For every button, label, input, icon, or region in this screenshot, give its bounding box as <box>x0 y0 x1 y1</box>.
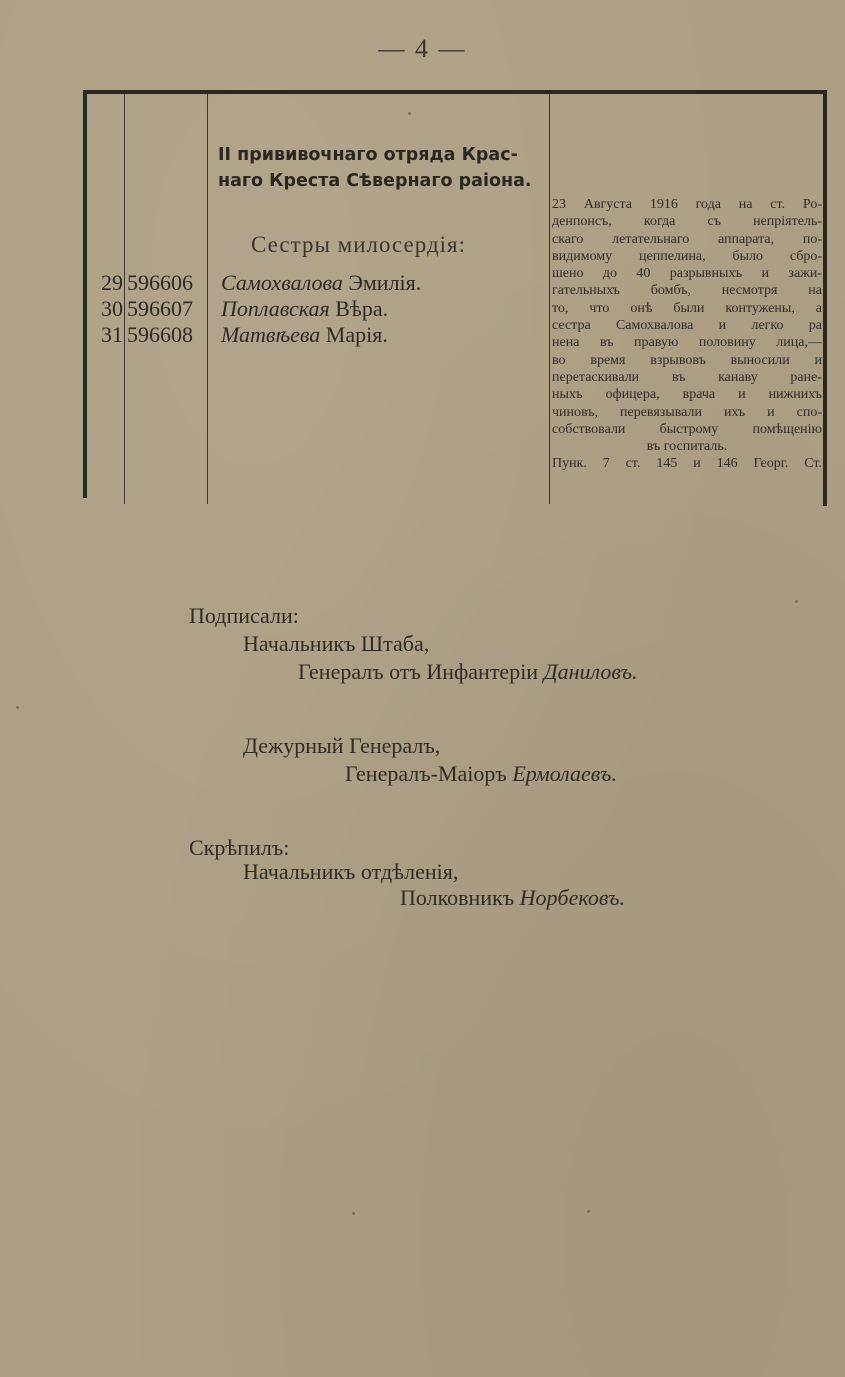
paper-speck <box>16 706 19 709</box>
row-given-name: Вѣра. <box>335 296 389 321</box>
table-right-border <box>823 94 827 506</box>
description-line: то, что онѣ были контужены, а <box>552 300 822 316</box>
description-line: сестра Самохвалова и легко ра <box>552 318 822 334</box>
table-row <box>83 270 549 296</box>
description-line: во время взрывовъ выносили и <box>552 352 822 368</box>
dept-head-name: Норбековъ. <box>519 885 626 910</box>
row-id: 596606 <box>127 270 193 295</box>
dept-head-rank: Полковникъ <box>400 885 515 910</box>
paper-speck <box>795 600 798 603</box>
unit-heading-line-1: II прививочнаго отряда Крас- <box>218 145 518 165</box>
dept-head-signature <box>400 884 625 912</box>
duty-general-rank: Генералъ-Маіоръ <box>345 761 507 786</box>
table-top-border <box>83 90 827 94</box>
award-table <box>83 90 827 504</box>
row-name <box>221 296 551 322</box>
chief-of-staff-rank: Генералъ отъ Инфантеріи <box>298 659 539 684</box>
description-citation: Пунк. 7 ст. 145 и 146 Георг. Ст. <box>552 456 822 472</box>
unit-heading <box>218 142 548 194</box>
description-line: денпонсъ, когда съ непріятель- <box>552 214 822 230</box>
chief-of-staff-signature <box>298 658 638 686</box>
row-name <box>221 322 551 348</box>
row-number: 31 <box>101 322 123 347</box>
paper-speck <box>587 1210 590 1213</box>
description-line: шено до 40 разрывныхъ и зажи- <box>552 266 822 282</box>
dept-head-title: Начальникъ отдѣленія, <box>243 859 459 884</box>
description-line: нена въ правую половину лица,— <box>552 335 822 351</box>
unit-heading-line-2: наго Креста Сѣвернаго раіона. <box>218 171 532 191</box>
description-line: гательныхъ бомбъ, несмотря на <box>552 283 822 299</box>
row-name <box>221 270 551 296</box>
description-line: собствовали быстрому помѣщенію <box>552 421 822 437</box>
paper-speck <box>408 112 411 115</box>
duty-general-name: Ермолаевъ. <box>512 761 617 786</box>
row-surname: Матвѣева <box>221 322 321 347</box>
duty-general-signature <box>345 760 617 788</box>
row-id: 596608 <box>127 322 193 347</box>
description-line: скаго летательнаго аппарата, по- <box>552 231 822 247</box>
chief-of-staff-name: Даниловъ. <box>543 659 638 684</box>
countersigned-label: Скрѣпилъ: <box>189 835 290 860</box>
description-line: въ госпиталь. <box>646 439 728 455</box>
signed-label: Подписали: <box>189 603 299 628</box>
description-line: ныхъ офицера, врача и нижнихъ <box>552 387 822 403</box>
row-number: 30 <box>101 296 123 321</box>
row-given-name: Эмилія. <box>348 270 422 295</box>
duty-general-title: Дежурный Генералъ, <box>243 733 441 758</box>
row-id: 596607 <box>127 296 193 321</box>
row-number: 29 <box>101 270 123 295</box>
page-number: — 4 — <box>378 34 467 63</box>
chief-of-staff-title: Начальникъ Штаба, <box>243 631 430 656</box>
award-description <box>552 196 822 473</box>
paper-speck <box>352 1212 355 1215</box>
description-line: перетаскивали въ канаву ране- <box>552 369 822 385</box>
row-given-name: Марія. <box>325 322 388 347</box>
description-line: 23 Августа 1916 года на ст. Ро- <box>552 197 822 212</box>
description-line: видимому цеппелина, было сбро- <box>552 248 822 264</box>
row-surname: Поплавская <box>221 296 330 321</box>
row-surname: Самохвалова <box>221 270 343 295</box>
sisters-label: Сестры милосердія: <box>251 232 467 257</box>
table-row <box>83 296 549 322</box>
description-line: чиновъ, перевязывали ихъ и спо- <box>552 404 822 420</box>
table-row <box>83 322 549 348</box>
